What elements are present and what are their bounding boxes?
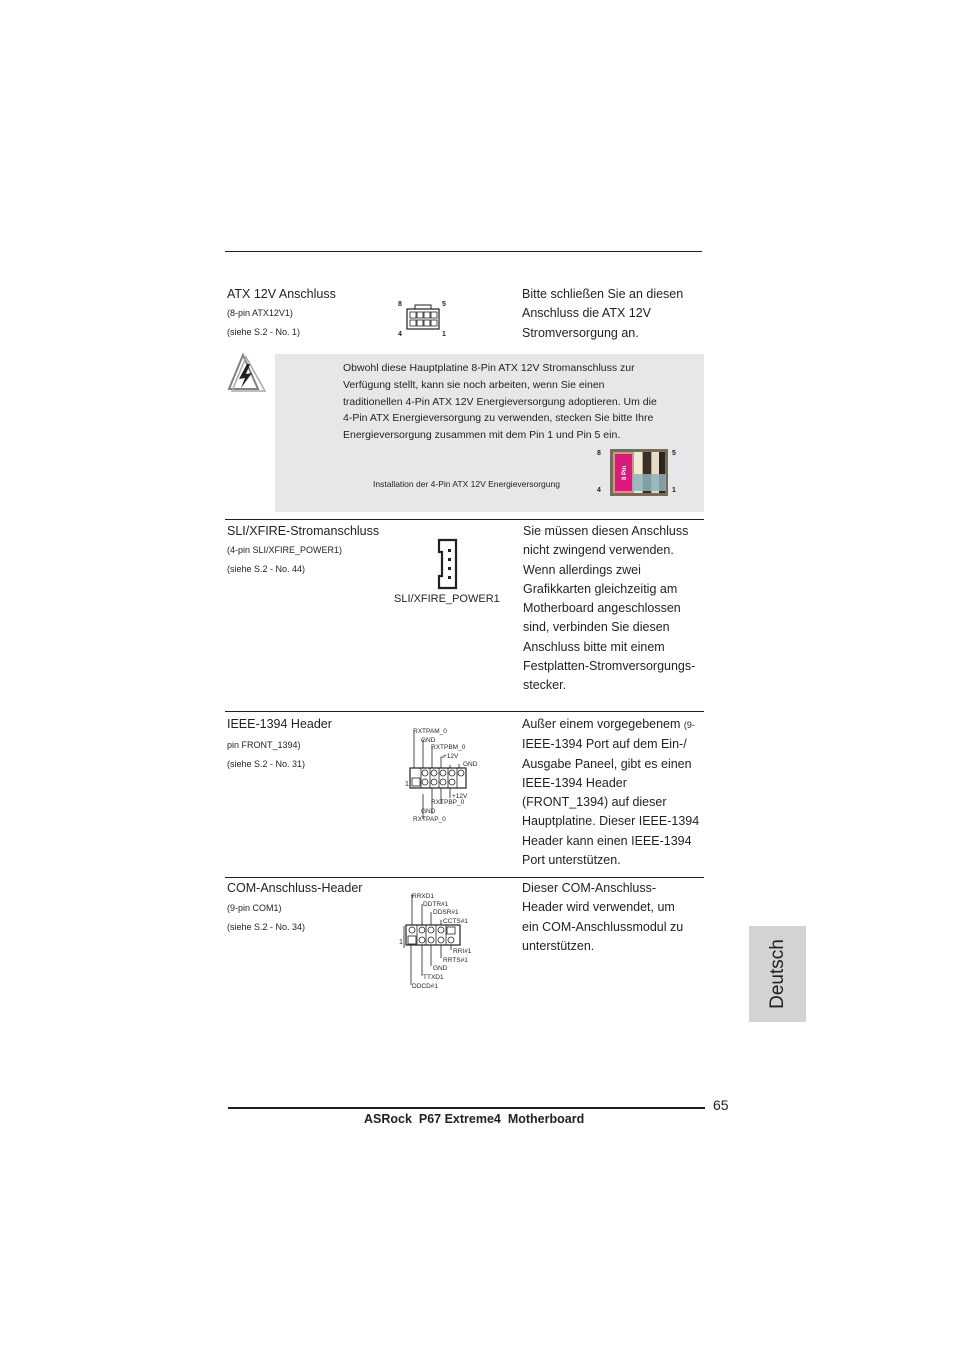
com-pin-label: GND [433, 965, 448, 972]
footer-rule [228, 1107, 705, 1109]
section-rule [225, 519, 704, 520]
atx-pin-4-label: 4 [398, 331, 402, 338]
footer-product: ASRock P67 Extreme4 Motherboard [364, 1112, 585, 1126]
com-desc-line: ein COM-Anschlussmodul zu [522, 919, 684, 934]
page-number: 65 [713, 1097, 729, 1113]
ieee-pin-spec: pin FRONT_1394) [227, 740, 301, 750]
note-line: Energieversorgung zusammen mit dem Pin 1 und Pin 5 ein. [343, 429, 621, 442]
note-line: traditionellen 4-Pin ATX 12V Energieversorgung adoptieren. Um die [343, 395, 657, 408]
com-desc-line: Header wird verwendet, um [522, 900, 675, 915]
com-description [522, 879, 683, 956]
photo-label-4: 4 [597, 487, 601, 494]
ieee-desc-line: IEEE-1394 Port auf dem Ein-/ [522, 737, 687, 752]
side-tab-label: Deutsch [766, 939, 788, 1009]
photo-label-8: 8 [597, 450, 601, 457]
ieee-desc-line: IEEE-1394 Header [522, 775, 627, 790]
ieee-pin-label: RXTPBM_0 [431, 744, 466, 751]
atx-pin-spec: (8-pin ATX12V1) [227, 308, 293, 318]
atx-desc-line: Stromversorgung an. [522, 325, 639, 340]
ieee-pin-label: RXTPBP_0 [431, 799, 465, 806]
atx-pin-1-label: 1 [442, 331, 446, 338]
sli-desc-line: nicht zwingend verwenden. [523, 543, 674, 558]
ieee-pin-label: +12V [443, 753, 459, 760]
com-pin-one-label: 1 [399, 939, 403, 946]
com-title: COM-Anschluss-Header [227, 881, 363, 895]
sli-connector-label: SLI/XFIRE_POWER1 [394, 593, 500, 605]
sli-desc-line: Wenn allerdings zwei [523, 562, 641, 577]
photo-label-5: 5 [672, 450, 676, 457]
sli-desc-line: Festplatten-Stromversorgungs- [523, 659, 696, 674]
note-line: 4-Pin ATX Energieversorgung zu verwenden, stecken Sie bitte Ihre [343, 412, 654, 425]
atx-page-ref: (siehe S.2 - No. 1) [227, 327, 301, 337]
ieee-desc-line: Header kann einen IEEE-1394 [522, 833, 692, 848]
sli-power-connector-diagram [436, 538, 460, 590]
section-rule [225, 877, 704, 878]
com-pin-label: CCTS#1 [443, 918, 468, 925]
ieee-page-ref: (siehe S.2 - No. 31) [227, 759, 306, 769]
ieee-pin-label: GND [421, 808, 436, 815]
ieee-pin-label: RXTPAP_0 [413, 816, 446, 823]
atx-installation-photo [593, 446, 703, 498]
com-pin-label: TTXD1 [423, 974, 444, 981]
com-pin-label: RRTS#1 [443, 957, 468, 964]
note-caption: Installation der 4-Pin ATX 12V Energieversorgung [373, 479, 560, 489]
atx-description [522, 285, 683, 343]
sli-pin-spec: (4-pin SLI/XFIRE_POWER1) [227, 545, 343, 555]
ieee-description [522, 715, 699, 870]
note-text [343, 360, 693, 444]
language-side-tab [749, 926, 806, 1022]
sli-desc-line: Sie müssen diesen Anschluss [523, 524, 689, 538]
ieee-desc-first: Außer einem vorgegebenem [522, 717, 681, 731]
ieee-pin-label: +12V [452, 793, 468, 800]
sli-desc-line: Motherboard angeschlossen [523, 601, 681, 616]
ieee-desc-line: Hauptplatine. Dieser IEEE-1394 [522, 814, 700, 829]
atx-desc-line: Anschluss die ATX 12V [522, 306, 652, 321]
ieee-title: IEEE-1394 Header [227, 717, 332, 731]
ieee-pin-label: GND [421, 737, 436, 744]
ieee-pin-label: RXTPAM_0 [413, 728, 447, 735]
header-rule [225, 251, 702, 252]
com-pin-diagram [398, 890, 480, 992]
ieee-desc-line: Ausgabe Paneel, gibt es einen [522, 756, 692, 771]
note-line: Obwohl diese Hauptplatine 8-Pin ATX 12V Stromanschluss zur [343, 362, 635, 374]
atx12v-connector-diagram [394, 298, 454, 340]
com-desc-line: unterstützen. [522, 938, 595, 953]
sli-desc-line: sind, verbinden Sie diesen [523, 620, 670, 635]
photo-label-1: 1 [672, 487, 676, 494]
sli-desc-line: stecker. [523, 678, 567, 693]
sli-desc-line: Anschluss bitte mit einem [523, 639, 665, 654]
note-box [275, 354, 704, 512]
sli-desc-line: Grafikkarten gleichzeitig am [523, 581, 678, 596]
ieee-pin-label: GND [463, 761, 478, 768]
section-rule [225, 711, 704, 712]
com-pin-label: DDSR#1 [433, 909, 459, 916]
atx-pin-8-label: 8 [398, 301, 402, 308]
ieee-desc-line: (FRONT_1394) auf dieser [522, 795, 667, 810]
com-desc-line: Dieser COM-Anschluss- [522, 881, 657, 895]
warning-lightning-icon [226, 353, 268, 393]
atx-pin-5-label: 5 [442, 301, 446, 308]
ieee-pin-one-label: 1 [405, 781, 409, 788]
sli-page-ref: (siehe S.2 - No. 44) [227, 564, 306, 574]
ieee-desc-line [522, 715, 699, 735]
ieee-desc-line: Port unterstützen. [522, 853, 621, 868]
com-pin-label: DDTR#1 [423, 901, 449, 908]
sli-title: SLI/XFIRE-Stromanschluss [227, 524, 380, 538]
sli-description [523, 522, 695, 696]
note-line: Verfügung stellt, kann sie noch arbeiten, wenn Sie einen [343, 378, 605, 391]
atx-desc-line: Bitte schließen Sie an diesen [522, 287, 684, 301]
ieee1394-pin-diagram [402, 724, 492, 826]
com-pin-label: RRXD1 [412, 893, 435, 900]
com-pin-label: RRI#1 [453, 948, 472, 955]
com-pin-label: DDCD#1 [412, 983, 439, 990]
ieee-desc-first-small: (9- [683, 720, 695, 730]
com-page-ref: (siehe S.2 - No. 34) [227, 922, 306, 932]
com-pin-spec: (9-pin COM1) [227, 903, 282, 913]
photo-tag: 8 Pin [622, 465, 628, 480]
atx-title: ATX 12V Anschluss [227, 287, 336, 301]
